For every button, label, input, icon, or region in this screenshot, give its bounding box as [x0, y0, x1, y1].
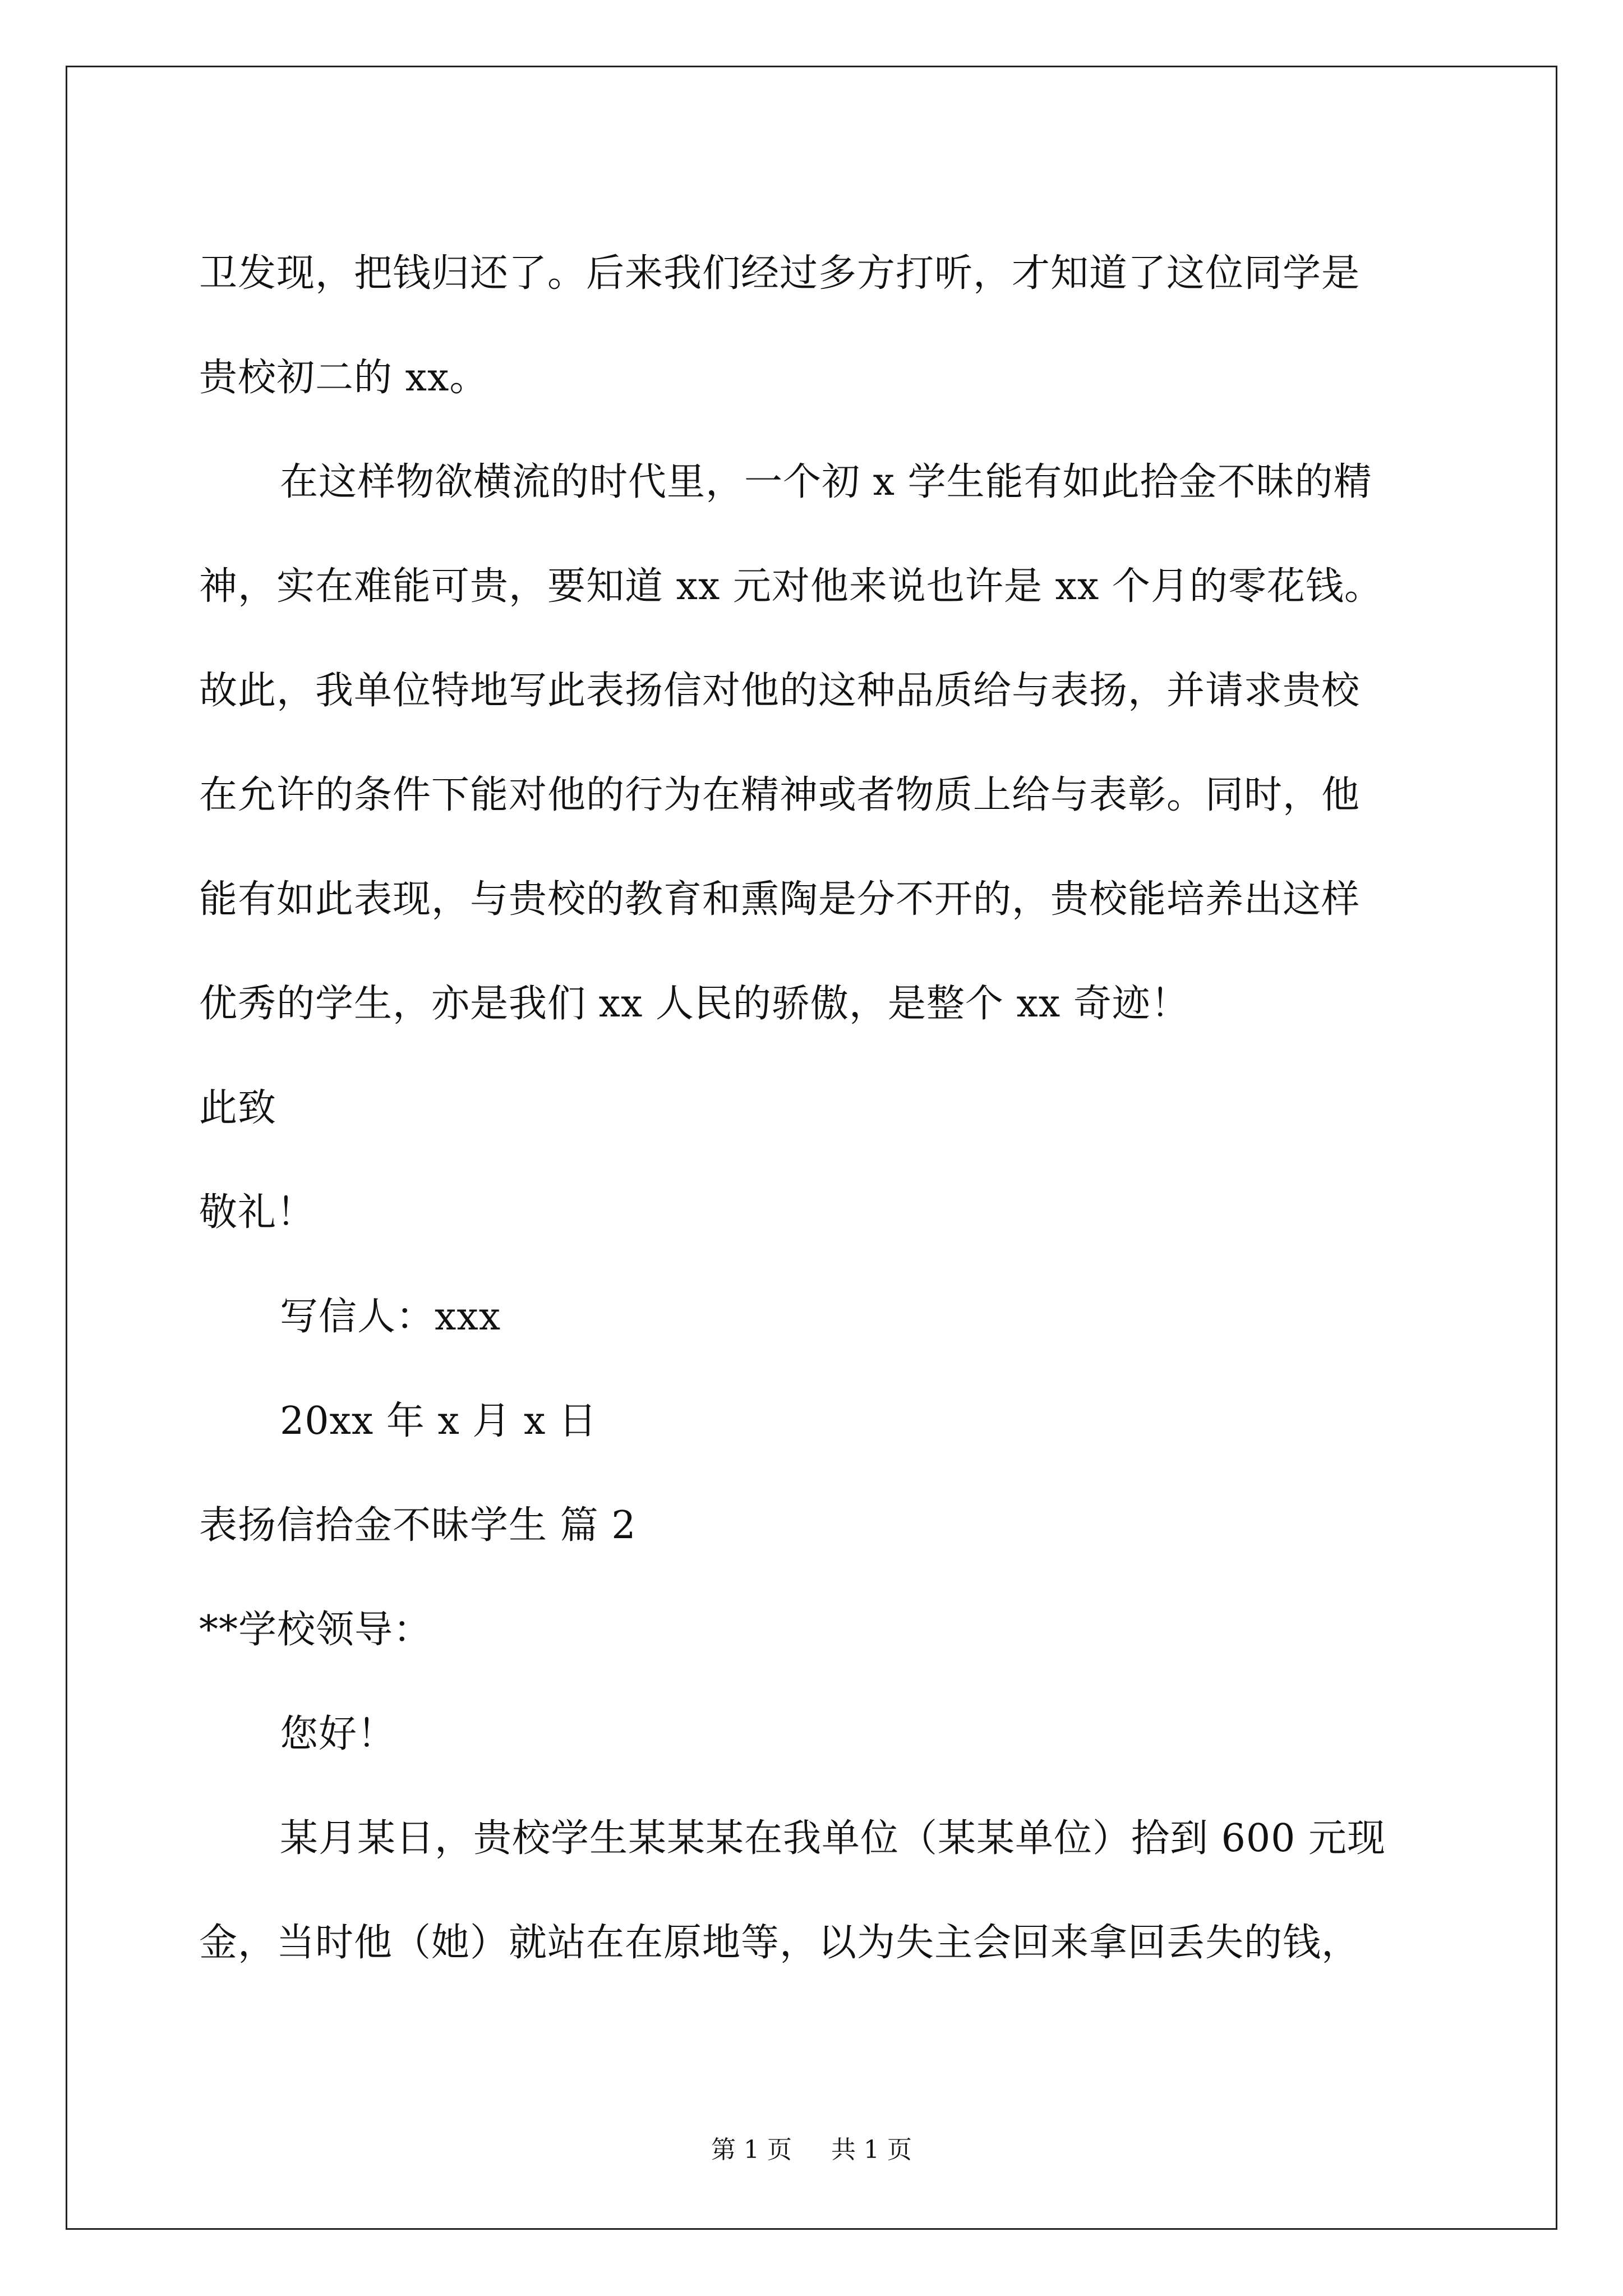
- salutation-line: 敬礼！: [199, 1190, 316, 1235]
- page-footer: [0, 2134, 1623, 2166]
- date-line: 20xx 年 x 月 x 日: [280, 1399, 598, 1443]
- paragraph-line: 优秀的学生，亦是我们 xx 人民的骄傲，是整个 xx 奇迹！: [199, 982, 1189, 1026]
- greeting-line: 您好！: [280, 1712, 396, 1756]
- document-body: [199, 222, 1427, 1995]
- paragraph-line: 在这样物欲横流的时代里，一个初 x 学生能有如此拾金不昧的精: [280, 460, 1372, 504]
- paragraph-line: 卫发现，把钱归还了。后来我们经过多方打听，才知道了这位同学是: [199, 251, 1361, 296]
- paragraph-line: 神，实在难能可贵，要知道 xx 元对他来说也许是 xx 个月的零花钱。: [199, 564, 1383, 609]
- section-heading: 表扬信拾金不昧学生 篇 2: [199, 1503, 637, 1548]
- paragraph-line: 贵校初二的 xx。: [199, 356, 488, 400]
- paragraph-line: 金，当时他（她）就站在在原地等，以为失主会回来拿回丢失的钱，: [199, 1921, 1361, 1965]
- paragraph-line: 故此，我单位特地写此表扬信对他的这种品质给与表扬，并请求贵校: [199, 669, 1361, 713]
- page-number-total: 共 1 页: [831, 2136, 912, 2164]
- salutation-line: 此致: [199, 1086, 277, 1130]
- paragraph-line: 某月某日，贵校学生某某某在我单位（某某单位）拾到 600 元现: [280, 1816, 1386, 1861]
- recipient-line: **学校领导：: [199, 1608, 432, 1652]
- page-number-current: 第 1 页: [711, 2136, 792, 2164]
- paragraph-line: 在允许的条件下能对他的行为在精神或者物质上给与表彰。同时，他: [199, 773, 1361, 817]
- signature-line: 写信人：xxx: [280, 1295, 501, 1339]
- paragraph-line: 能有如此表现，与贵校的教育和熏陶是分不开的，贵校能培养出这样: [199, 877, 1361, 922]
